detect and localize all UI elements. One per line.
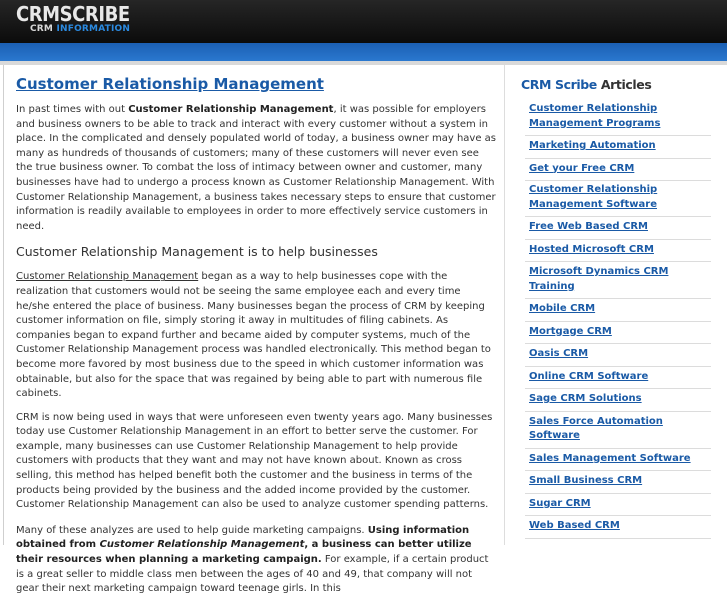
list-item — [525, 367, 711, 390]
sidebar-link-online-crm-software[interactable]: Online CRM Software — [529, 370, 649, 382]
list-item — [525, 412, 711, 449]
sidebar-title-brand: CRM Scribe — [521, 77, 597, 92]
sidebar-link-mobile-crm[interactable]: Mobile CRM — [529, 303, 596, 314]
list-item — [525, 217, 711, 240]
logo-tagline-info: INFORMATION — [56, 24, 131, 34]
list-item — [525, 136, 711, 159]
content-wrapper — [3, 65, 727, 595]
list-item — [525, 471, 711, 494]
list-item — [525, 100, 711, 136]
nav-bar — [0, 43, 727, 65]
sidebar-title-articles: Articles — [596, 77, 652, 92]
list-item — [525, 344, 711, 367]
sidebar-link-mortgage-crm[interactable]: Mortgage CRM — [529, 325, 612, 337]
article-paragraph-1 — [16, 103, 496, 234]
list-item — [525, 240, 711, 263]
article-paragraph-4 — [16, 524, 496, 597]
sidebar-link-sales-force-automation[interactable]: Sales Force Automation Software — [529, 415, 663, 441]
article-title[interactable]: Customer Relationship Management — [16, 75, 324, 93]
list-item — [525, 389, 711, 412]
logo-wordmark: CRMSCRIBE — [16, 2, 130, 26]
article-subheading: Customer Relationship Management is to help businesses — [16, 244, 378, 260]
list-item — [525, 322, 711, 345]
sidebar-link-crm-software[interactable]: Customer Relationship Management Software — [529, 184, 658, 210]
list-item — [525, 516, 711, 539]
p4-bold-d: , a business can better utilize their resources when planning a marketing campaign. — [16, 539, 472, 566]
p2-text: began as a way to help businesses cope with the realization that customers would not be seeing the same employee each and every time he/she entered the place of business. Many businesses began the process of CRM by keeping customer information on file, simply storing it away in multitudes of filing cabinets. As companies began to expand further and became aided by computer systems, much of the Customer Relationship Management process was handled electronically. This method began to become more favored by most business due to the speed in which customer information was obtainable, but also for the space that was regained by being able to part with numerous file cabinets. — [16, 271, 491, 400]
sidebar-link-web-based-crm[interactable]: Web Based CRM — [529, 520, 620, 531]
list-item — [525, 262, 711, 299]
sidebar-title — [521, 77, 727, 92]
p4-text-e: For example, if a certain product is a great seller to middle class men between the ages of 40 and 49, that company will not gear their next marketing campaign toward teenage girls. In this — [16, 554, 489, 595]
sidebar-link-free-web-based-crm[interactable]: Free Web Based CRM — [529, 221, 648, 232]
p2-link[interactable]: Customer Relationship Management — [16, 271, 199, 283]
p4-text-a: Many of these analyzes are used to help guide marketing campaigns. — [16, 524, 368, 536]
logo-tagline-crm: CRM — [30, 24, 54, 34]
logo-tagline — [30, 25, 142, 34]
sidebar-link-free-crm[interactable]: Get your Free CRM — [529, 162, 635, 174]
sidebar-link-sales-management[interactable]: Sales Management Software — [529, 452, 691, 464]
p4-bold-b: Using information obtained from — [16, 524, 470, 551]
list-item — [525, 159, 711, 182]
list-item — [525, 449, 711, 472]
p1-text-a: In past times with out — [16, 104, 129, 115]
site-header — [0, 0, 727, 43]
sidebar-link-dynamics-training[interactable]: Microsoft Dynamics CRM Training — [529, 266, 669, 292]
article-paragraph-3: CRM is now being used in ways that were unforeseen even twenty years ago. Many businesses today use Customer Relationship Management in an effort to better serve the customer. For example, many businesses can use Customer Relationship Management to help provide customers with products that they want and may not have known about. Known as cross selling, this method has helped benefit both the customer and the business in terms of the products being provided by the business and the added income provided by the customer. Customer Relationship Management can also be used to analyze customer spending patterns. — [16, 411, 493, 511]
sidebar-article-list — [525, 100, 711, 539]
sidebar-link-oasis-crm[interactable]: Oasis CRM — [529, 348, 589, 359]
list-item — [525, 181, 711, 217]
p1-bold: Customer Relationship Management — [128, 104, 334, 115]
site-logo[interactable] — [16, 4, 142, 34]
sidebar-link-crm-programs[interactable]: Customer Relationship Management Programs — [529, 103, 661, 129]
list-item — [525, 299, 711, 322]
sidebar-link-sage-crm[interactable]: Sage CRM Solutions — [529, 393, 642, 404]
sidebar-link-hosted-microsoft-crm[interactable]: Hosted Microsoft CRM — [529, 243, 654, 255]
sidebar-link-sugar-crm[interactable]: Sugar CRM — [529, 497, 591, 509]
p1-text-c: , it was possible for employers and business owners to be able to track and interact with every customer without a system in place. In the complicated and densely populated world of today, a business owner may have as many as hundreds of thousands of customers; many of these customers will never even see the true business owner. To combat the loss of intimacy between owner and customer, many businesses have had to undergo a process known as Customer Relationship Management. With Customer Relationship Management, a business takes necessary steps to ensure that customer information is readily available to employees in order to more effectively service customers in need. — [16, 104, 497, 232]
p4-bold-italic: Customer Relationship Management — [99, 539, 305, 551]
sidebar-link-small-business-crm[interactable]: Small Business CRM — [529, 475, 643, 486]
sidebar-link-marketing-automation[interactable]: Marketing Automation — [529, 140, 656, 151]
main-article — [16, 65, 496, 597]
article-paragraph-2 — [16, 270, 496, 401]
sidebar — [504, 65, 727, 545]
list-item — [525, 494, 711, 517]
